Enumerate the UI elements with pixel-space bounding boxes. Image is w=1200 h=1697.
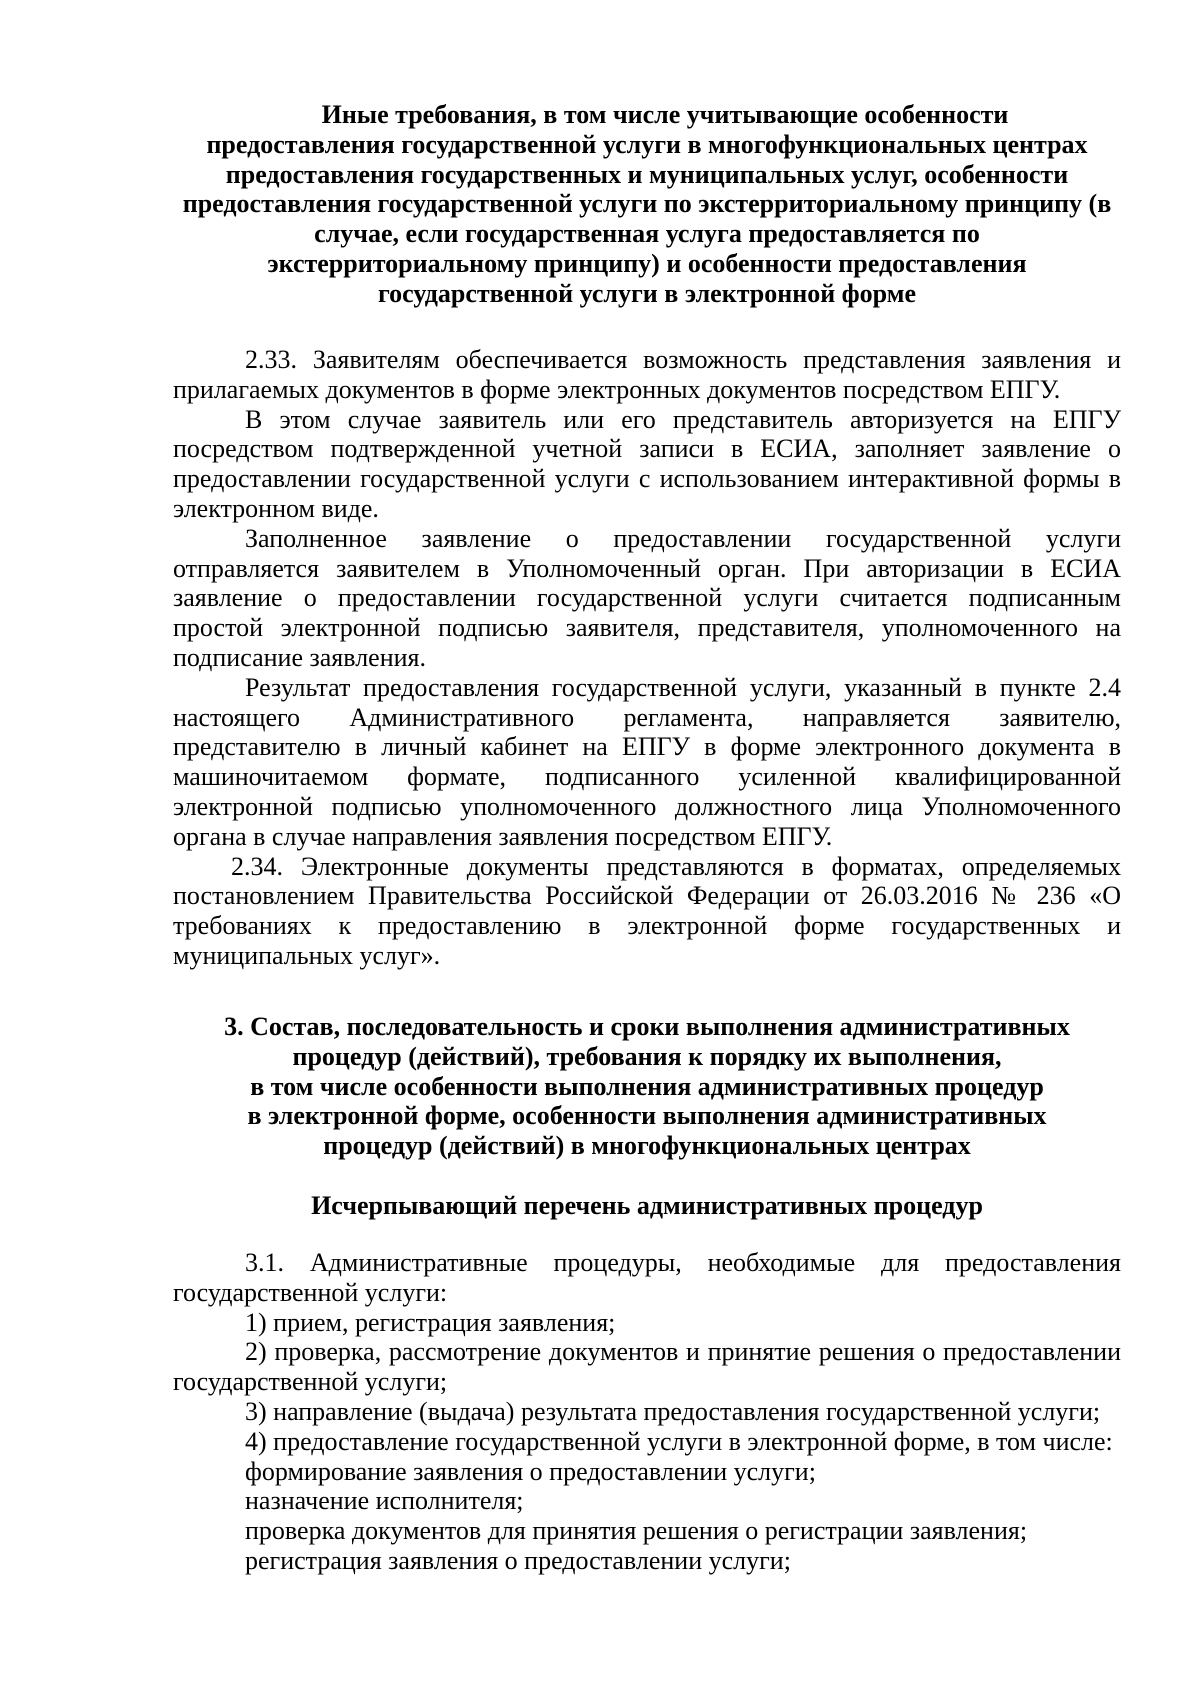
list-item-4: 4) предоставление государственной услуги в электронной форме, в том числе:: [245, 1426, 1113, 1456]
list-item-1: 1) прием, регистрация заявления;: [245, 1307, 616, 1337]
paragraph-2-33: 2.33. Заявителям обеспечивается возможность представления заявления и прилагаемых документов в форме электронных документов посредством ЕПГУ.: [173, 345, 1121, 404]
heading-line: в электронной форме, особенности выполнения административных: [247, 1101, 1047, 1131]
section-body-procedures: [173, 1248, 1121, 1576]
section-heading-3: [173, 1012, 1121, 1161]
paragraph-result: Результат предоставления государственной услуги, указанный в пункте 2.4 настоящего Административного регламента, направляется заявителю, представителю в личный кабинет на ЕПГУ в форме электронного документа в машиночитаемом формате, подписанного усиленной квалифицированной электронной подписью уполномоченного должностного лица Уполномоченного органа в случае направления заявления посредством ЕПГУ.: [173, 672, 1121, 851]
heading-line: процедур (действий), требования к порядку их выполнения,: [292, 1041, 1002, 1071]
paragraph-3-1: 3.1. Административные процедуры, необходимые для предоставления государственной услуги:: [173, 1248, 1121, 1307]
heading-line: предоставления государственной услуги в многофункциональных центрах: [206, 129, 1088, 159]
heading-line: государственной услуги в электронной форме: [378, 278, 916, 308]
paragraph-filled-application: Заполненное заявление о предоставлении государственной услуги отправляется заявителем в Уполномоченный орган. При авторизации в ЕСИА заявление о предоставлении государственной услуги считается подписанным простой электронной подписью заявителя, представителя, уполномоченного на подписание заявления.: [173, 523, 1121, 672]
sub-item-check-documents: проверка документов для принятия решения о регистрации заявления;: [245, 1516, 1028, 1546]
section-body-electronic-form: [173, 345, 1121, 971]
heading-line: процедур (действий) в многофункциональных центрах: [323, 1131, 971, 1161]
sub-item-assign-executor: назначение исполнителя;: [245, 1486, 524, 1516]
heading-line: предоставления государственной услуги по экстерриториальному принципу (в: [182, 189, 1112, 219]
paragraph-authorization: В этом случае заявитель или его представитель авторизуется на ЕПГУ посредством подтвержденной учетной записи в ЕСИА, заполняет заявление о предоставлении государственной услуги с использованием интерактивной формы в электронном виде.: [173, 404, 1121, 523]
section-heading-other-requirements: [173, 100, 1121, 309]
sub-item-register-application: регистрация заявления о предоставлении услуги;: [245, 1545, 791, 1575]
heading-line: Иные требования, в том числе учитывающие особенности: [321, 100, 1009, 129]
heading-line: предоставления государственных и муниципальных услуг, особенности: [225, 159, 1069, 189]
heading-line: случае, если государственная услуга предоставляется по: [314, 219, 980, 249]
list-item-2: 2) проверка, рассмотрение документов и принятие решения о предоставлении государственной услуги;: [173, 1337, 1121, 1397]
sub-item-form-application: формирование заявления о предоставлении услуги;: [245, 1456, 816, 1486]
subsection-heading-procedures-list: Исчерпывающий перечень административных процедур: [311, 1191, 983, 1220]
heading-line: экстерриториальному принципу) и особенности предоставления: [267, 248, 1027, 278]
list-item-3: 3) направление (выдача) результата предоставления государственной услуги;: [245, 1396, 1101, 1426]
paragraph-2-34: 2.34. Электронные документы представляются в форматах, определяемых постановлением Правительства Российской Федерации от 26.03.2016 № 236 «О требованиях к предоставлению в электронной форме государственных и муниципальных услуг».: [173, 851, 1121, 970]
heading-line: в том числе особенности выполнения административных процедур: [250, 1071, 1044, 1101]
heading-line: 3. Состав, последовательность и сроки выполнения административных: [224, 1012, 1070, 1041]
